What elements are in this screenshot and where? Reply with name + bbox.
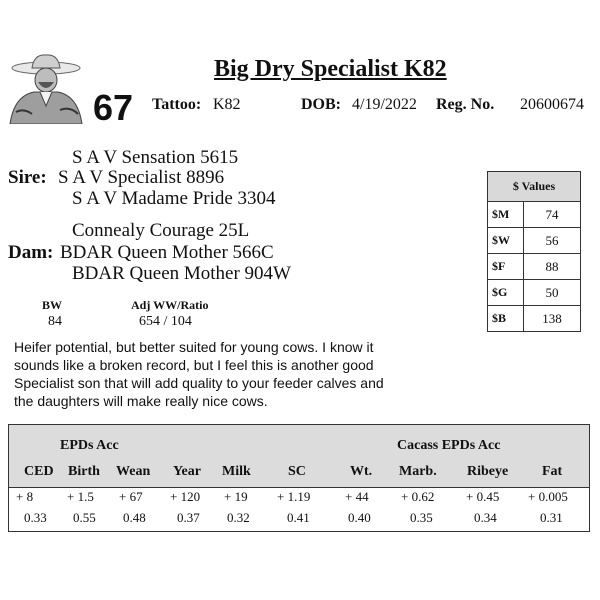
dollar-value: 56 bbox=[524, 228, 581, 254]
epd-value: + 0.62 bbox=[401, 489, 435, 504]
epd-accuracy: 0.37 bbox=[177, 510, 200, 525]
cowboy-logo bbox=[4, 52, 86, 124]
dollar-key: $G bbox=[488, 280, 524, 306]
lot-number: 67 bbox=[93, 87, 134, 128]
tattoo-label: Tattoo: bbox=[152, 96, 202, 113]
dam-dam: BDAR Queen Mother 904W bbox=[72, 263, 291, 284]
epd-group-label: EPDs Acc bbox=[60, 438, 119, 453]
bw-value: 84 bbox=[48, 314, 62, 329]
adj-ww-label: Adj WW/Ratio bbox=[131, 298, 209, 312]
dollar-value: 138 bbox=[524, 306, 581, 332]
page-title: Big Dry Specialist K82 bbox=[214, 56, 447, 82]
epd-col-header: Year bbox=[173, 464, 201, 479]
dob-label: DOB: bbox=[301, 96, 341, 113]
epd-accuracy: 0.48 bbox=[123, 510, 146, 525]
sire-dam: S A V Madame Pride 3304 bbox=[72, 188, 276, 209]
dob-value: 4/19/2022 bbox=[352, 96, 417, 113]
dam-name: BDAR Queen Mother 566C bbox=[60, 242, 274, 263]
epd-accuracy: 0.35 bbox=[410, 510, 433, 525]
sire-name: S A V Specialist 8896 bbox=[58, 167, 225, 188]
dollar-values-title: $ Values bbox=[488, 172, 581, 202]
dollar-key: $F bbox=[488, 254, 524, 280]
epd-col-header: CED bbox=[24, 464, 54, 479]
epd-value: + 1.5 bbox=[67, 489, 94, 504]
epd-value: + 0.45 bbox=[466, 489, 500, 504]
dollar-key: $B bbox=[488, 306, 524, 332]
epd-col-header: Marb. bbox=[399, 464, 437, 479]
dollar-values-table bbox=[487, 171, 581, 332]
epd-accuracy: 0.41 bbox=[287, 510, 310, 525]
epd-accuracy: 0.34 bbox=[474, 510, 497, 525]
tattoo-value: K82 bbox=[213, 96, 241, 113]
epd-accuracy: 0.32 bbox=[227, 510, 250, 525]
dollar-value: 88 bbox=[524, 254, 581, 280]
sire-label: Sire: bbox=[8, 167, 47, 188]
table-row bbox=[488, 228, 581, 254]
epd-accuracy: 0.31 bbox=[540, 510, 563, 525]
epd-accuracy: 0.40 bbox=[348, 510, 371, 525]
epd-col-header: SC bbox=[288, 464, 306, 479]
table-row bbox=[488, 254, 581, 280]
adj-ww-value: 654 / 104 bbox=[139, 314, 192, 329]
dollar-value: 50 bbox=[524, 280, 581, 306]
epd-col-header: Fat bbox=[542, 464, 563, 479]
epd-col-header: Birth bbox=[68, 464, 100, 479]
dollar-key: $M bbox=[488, 202, 524, 228]
sire-sire: S A V Sensation 5615 bbox=[72, 147, 239, 168]
description-text: Heifer potential, but better suited for young cows. I know it sounds like a broken record, but I feel this is another good Specialist son that will add quality to your feeder calves and the daughters will make really nice cows. bbox=[14, 339, 384, 409]
epd-value: + 67 bbox=[119, 489, 143, 504]
epd-value: + 0.005 bbox=[528, 489, 568, 504]
dam-sire: Connealy Courage 25L bbox=[72, 220, 250, 241]
carcass-epd-group-label: Cacass EPDs Acc bbox=[397, 438, 501, 453]
epd-col-header: Wean bbox=[116, 464, 151, 479]
epd-value: + 19 bbox=[224, 489, 248, 504]
epd-accuracy: 0.33 bbox=[24, 510, 47, 525]
table-row bbox=[488, 306, 581, 332]
epd-col-header: Milk bbox=[222, 464, 251, 479]
epd-value: + 8 bbox=[16, 489, 34, 504]
epd-value: + 44 bbox=[345, 489, 369, 504]
dollar-value: 74 bbox=[524, 202, 581, 228]
epd-value: + 1.19 bbox=[277, 489, 311, 504]
reg-value: 20600674 bbox=[520, 96, 584, 113]
table-row bbox=[488, 202, 581, 228]
bw-label: BW bbox=[42, 298, 63, 312]
dam-label: Dam: bbox=[8, 242, 54, 263]
epd-accuracy: 0.55 bbox=[73, 510, 96, 525]
table-row bbox=[488, 280, 581, 306]
dollar-key: $W bbox=[488, 228, 524, 254]
epd-col-header: Ribeye bbox=[467, 464, 509, 479]
epd-value: + 120 bbox=[170, 489, 201, 504]
reg-label: Reg. No. bbox=[436, 96, 495, 113]
epd-col-header: Wt. bbox=[350, 464, 373, 479]
